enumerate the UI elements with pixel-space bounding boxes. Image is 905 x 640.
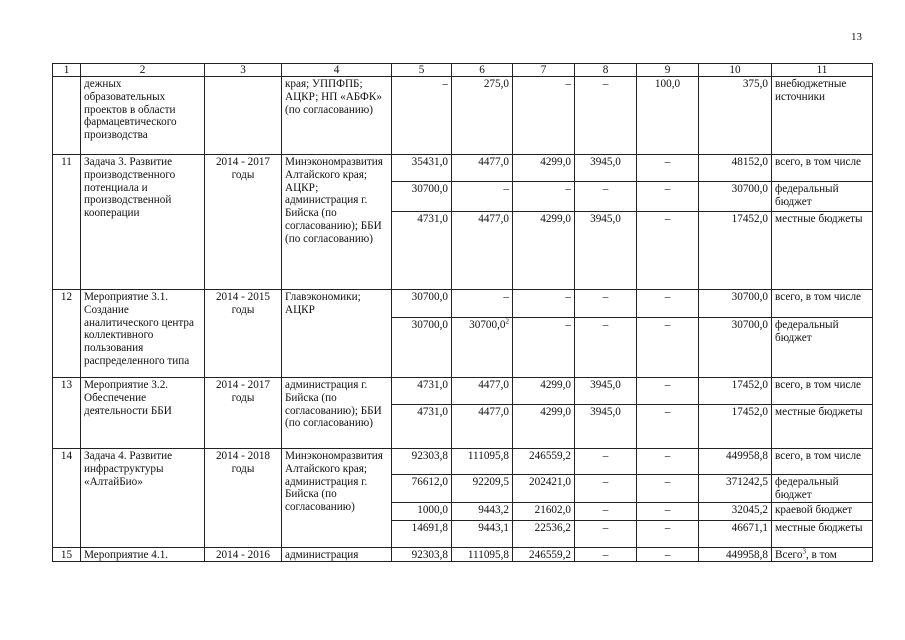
row-number: 13 [53, 378, 81, 449]
value-text: 246559,2 [529, 548, 571, 561]
source-text: местные бюджеты [775, 521, 863, 534]
value-v9 [637, 155, 699, 182]
value-text: – [664, 319, 671, 331]
value-v7 [513, 547, 575, 562]
value-text: – [503, 291, 509, 303]
funding-source [772, 449, 873, 475]
value-text: 92303,8 [411, 450, 448, 462]
value-v10 [699, 212, 772, 290]
value-text: – [664, 156, 671, 168]
value-v5 [392, 475, 452, 503]
value-v5 [392, 502, 452, 520]
funding-source [772, 520, 873, 547]
header-cell: 3 [205, 64, 282, 77]
value-v6 [452, 547, 513, 562]
value-text: 449958,8 [726, 450, 768, 462]
value-v10 [699, 290, 772, 318]
row-number: 12 [53, 290, 81, 378]
value-text: 35431,0 [411, 156, 448, 168]
value-text: – [664, 521, 671, 534]
table-row [53, 155, 873, 182]
value-text: 4299,0 [540, 406, 571, 418]
value-text: – [565, 291, 571, 303]
value-v5 [392, 182, 452, 212]
value-v6 [452, 155, 513, 182]
row-number [53, 77, 81, 155]
value-v9 [637, 290, 699, 318]
value-v8 [575, 155, 637, 182]
header-cell: 10 [699, 64, 772, 77]
value-text: 30700,0 [731, 183, 768, 195]
funding-source [772, 405, 873, 449]
value-v10 [699, 475, 772, 503]
table-row [53, 449, 873, 475]
value-v9 [637, 502, 699, 520]
value-text: – [664, 213, 671, 225]
value-text: – [664, 450, 671, 462]
executors: Минэкономразвития Алтайского края; АЦКР; администрация г. Бийска (по согласованию); ББИ (по согласованию) [282, 155, 392, 290]
value-text: – [565, 78, 571, 90]
value-text: – [602, 319, 609, 331]
value-v8 [575, 520, 637, 547]
value-text: 100,0 [654, 78, 681, 90]
value-v6 [452, 290, 513, 318]
source-text: всего, в том числе [775, 450, 861, 462]
value-v5 [392, 547, 452, 562]
value-text: 17452,0 [731, 213, 768, 225]
value-v6 [452, 502, 513, 520]
value-v9 [637, 378, 699, 405]
activity-name: Задача 3. Развитие производственного потенциала и производственной кооперации [81, 155, 205, 290]
header-cell: 5 [392, 64, 452, 77]
value-text: – [664, 503, 671, 516]
funding-source [772, 547, 873, 562]
activity-name: Задача 4. Развитие инфраструктуры «АлтайБио» [81, 449, 205, 548]
value-v7 [513, 405, 575, 449]
executors: администрация [282, 547, 392, 562]
activity-name: Мероприятие 4.1. [81, 547, 205, 562]
funding-source [772, 378, 873, 405]
header-row [53, 64, 873, 77]
funding-source [772, 212, 873, 290]
value-text: 4299,0 [540, 156, 571, 168]
header-cell: 9 [637, 64, 699, 77]
activity-name: дежных образовательных проектов в области фармацевтического производства [81, 77, 205, 155]
value-v8 [575, 318, 637, 378]
value-v10 [699, 182, 772, 212]
value-v7 [513, 290, 575, 318]
value-v10 [699, 520, 772, 547]
value-text: 3945,0 [590, 156, 621, 168]
activity-name: Мероприятие 3.1. Создание аналитического центра коллективного пользования распределенного типа [81, 290, 205, 378]
value-v9 [637, 547, 699, 562]
value-text: 111095,8 [467, 548, 509, 561]
value-text: 4731,0 [417, 406, 448, 418]
header-cell: 1 [53, 64, 81, 77]
value-v5 [392, 405, 452, 449]
value-text: 30700,0 [411, 291, 448, 303]
value-v5 [392, 155, 452, 182]
value-v5 [392, 449, 452, 475]
value-v10 [699, 405, 772, 449]
funding-source [772, 318, 873, 378]
value-text: 14691,8 [411, 521, 448, 534]
source-text: местные бюджеты [775, 213, 863, 225]
value-v6 [452, 520, 513, 547]
value-text: – [442, 78, 448, 90]
executors: края; УППФПБ; АЦКР; НП «АБФК» (по согласованию) [282, 77, 392, 155]
value-v7 [513, 378, 575, 405]
value-v8 [575, 290, 637, 318]
source-text: краевой бюджет [775, 503, 853, 516]
funding-source [772, 155, 873, 182]
value-text: 17452,0 [731, 379, 768, 391]
value-v10 [699, 378, 772, 405]
header-cell: 6 [452, 64, 513, 77]
value-text: 22536,2 [534, 521, 571, 534]
source-text: всего, в том числе [775, 291, 861, 303]
value-v6 [452, 475, 513, 503]
value-v10 [699, 547, 772, 562]
source-text: всего, в том числе [775, 156, 861, 168]
value-v10 [699, 318, 772, 378]
value-v7 [513, 449, 575, 475]
value-v10 [699, 77, 772, 155]
value-v6 [452, 378, 513, 405]
table-row [53, 378, 873, 405]
value-text: 449958,8 [726, 548, 768, 561]
executors: Минэкономразвития Алтайского края; администрация г. Бийска (по согласованию) [282, 449, 392, 548]
value-text: – [664, 476, 671, 488]
value-v9 [637, 405, 699, 449]
header-cell: 7 [513, 64, 575, 77]
value-text: 4477,0 [478, 379, 509, 391]
value-v8 [575, 77, 637, 155]
value-v7 [513, 475, 575, 503]
value-text: 17452,0 [731, 406, 768, 418]
value-v8 [575, 502, 637, 520]
footnote-mark: 2 [505, 317, 509, 326]
period-years: 2014 - 2017 годы [205, 155, 282, 290]
source-text: федеральный бюджет [775, 183, 839, 208]
value-v5 [392, 212, 452, 290]
value-text: 4299,0 [540, 213, 571, 225]
value-text: 202421,0 [529, 476, 571, 488]
value-v7 [513, 77, 575, 155]
value-text: 48152,0 [731, 156, 768, 168]
value-v7 [513, 502, 575, 520]
funding-source [772, 502, 873, 520]
value-text: 30700,0 [411, 319, 448, 331]
value-v8 [575, 378, 637, 405]
value-v7 [513, 155, 575, 182]
value-v5 [392, 290, 452, 318]
value-text: 30700,0 [469, 319, 506, 331]
value-v5 [392, 318, 452, 378]
value-text: 275,0 [483, 78, 509, 90]
value-v9 [637, 182, 699, 212]
value-text: 371242,5 [726, 476, 768, 488]
value-text: 30700,0 [731, 291, 768, 303]
value-text: 9443,2 [478, 503, 509, 516]
value-v10 [699, 502, 772, 520]
value-v5 [392, 520, 452, 547]
value-text: 30700,0 [411, 183, 448, 195]
header-cell: 11 [772, 64, 873, 77]
row-number: 14 [53, 449, 81, 548]
value-v7 [513, 182, 575, 212]
value-text: – [503, 183, 509, 195]
value-text: 46671,1 [731, 521, 768, 534]
value-text: – [664, 406, 671, 418]
value-v9 [637, 212, 699, 290]
value-v7 [513, 520, 575, 547]
source-text: федеральный бюджет [775, 319, 839, 344]
value-text: 246559,2 [529, 450, 571, 462]
value-text: 4299,0 [540, 379, 571, 391]
value-text: 375,0 [742, 78, 768, 90]
row-number: 15 [53, 547, 81, 562]
value-text: – [602, 521, 609, 534]
value-v6 [452, 182, 513, 212]
value-v8 [575, 475, 637, 503]
funding-source [772, 290, 873, 318]
value-v8 [575, 547, 637, 562]
value-text: – [602, 548, 609, 561]
value-v8 [575, 212, 637, 290]
period-years: 2014 - 2016 [205, 547, 282, 562]
program-table [52, 63, 873, 562]
value-v9 [637, 520, 699, 547]
period-years [205, 77, 282, 155]
value-text: 92303,8 [411, 548, 448, 561]
funding-source [772, 182, 873, 212]
value-text: 1000,0 [417, 503, 448, 516]
footnote-mark: 3 [802, 547, 806, 555]
value-text: 3945,0 [590, 213, 621, 225]
value-text: – [602, 503, 609, 516]
value-text: 32045,2 [731, 503, 768, 516]
value-text: – [602, 450, 609, 462]
executors: администрация г. Бийска (по согласованию); ББИ (по согласованию) [282, 378, 392, 449]
header-cell: 4 [282, 64, 392, 77]
value-text: – [664, 379, 671, 391]
value-v9 [637, 475, 699, 503]
value-text: 76612,0 [411, 476, 448, 488]
value-text: – [664, 183, 671, 195]
value-text: – [602, 476, 609, 488]
value-v6 [452, 77, 513, 155]
value-text: – [664, 548, 671, 561]
value-text: 4731,0 [417, 379, 448, 391]
value-v8 [575, 182, 637, 212]
value-text: 30700,0 [731, 319, 768, 331]
table-row [53, 77, 873, 155]
value-v7 [513, 212, 575, 290]
value-text: – [664, 291, 671, 303]
header-cell: 2 [81, 64, 205, 77]
executors: Главэкономики; АЦКР [282, 290, 392, 378]
value-text: – [602, 183, 609, 195]
activity-name: Мероприятие 3.2. Обеспечение деятельности ББИ [81, 378, 205, 449]
value-v5 [392, 378, 452, 405]
value-text: 111095,8 [467, 450, 509, 462]
value-text: 21602,0 [534, 503, 571, 516]
value-v10 [699, 449, 772, 475]
value-text: – [565, 319, 571, 331]
value-v7 [513, 318, 575, 378]
page-number: 13 [851, 31, 862, 43]
source-text: местные бюджеты [775, 406, 863, 418]
funding-source [772, 77, 873, 155]
value-v6 [452, 405, 513, 449]
value-v5 [392, 77, 452, 155]
period-years: 2014 - 2017 годы [205, 378, 282, 449]
value-text: 4731,0 [417, 213, 448, 225]
value-text: 4477,0 [478, 156, 509, 168]
value-text: 9443,1 [478, 521, 509, 534]
header-cell: 8 [575, 64, 637, 77]
table-row [53, 290, 873, 318]
period-years: 2014 - 2015 годы [205, 290, 282, 378]
source-text-tail: , в том [805, 548, 837, 561]
value-v10 [699, 155, 772, 182]
value-text: 4477,0 [478, 406, 509, 418]
value-v8 [575, 449, 637, 475]
value-text: – [565, 183, 571, 195]
value-v9 [637, 77, 699, 155]
period-years: 2014 - 2018 годы [205, 449, 282, 548]
source-text: внебюджетные источники [775, 78, 847, 103]
source-text: всего, в том числе [775, 379, 861, 391]
value-text: – [602, 78, 609, 90]
value-text: 4477,0 [478, 213, 509, 225]
value-v6 [452, 449, 513, 475]
row-number: 11 [53, 155, 81, 290]
value-v9 [637, 449, 699, 475]
source-text: федеральный бюджет [775, 476, 839, 501]
funding-source [772, 475, 873, 503]
value-v8 [575, 405, 637, 449]
value-text: 3945,0 [590, 406, 621, 418]
source-text: Всего [775, 548, 803, 561]
table-row [53, 547, 873, 562]
value-v6 [452, 212, 513, 290]
table-body [53, 64, 873, 562]
value-v6 [452, 318, 513, 378]
value-text: 92209,5 [472, 476, 509, 488]
value-v9 [637, 318, 699, 378]
value-text: 3945,0 [590, 379, 621, 391]
value-text: – [602, 291, 609, 303]
